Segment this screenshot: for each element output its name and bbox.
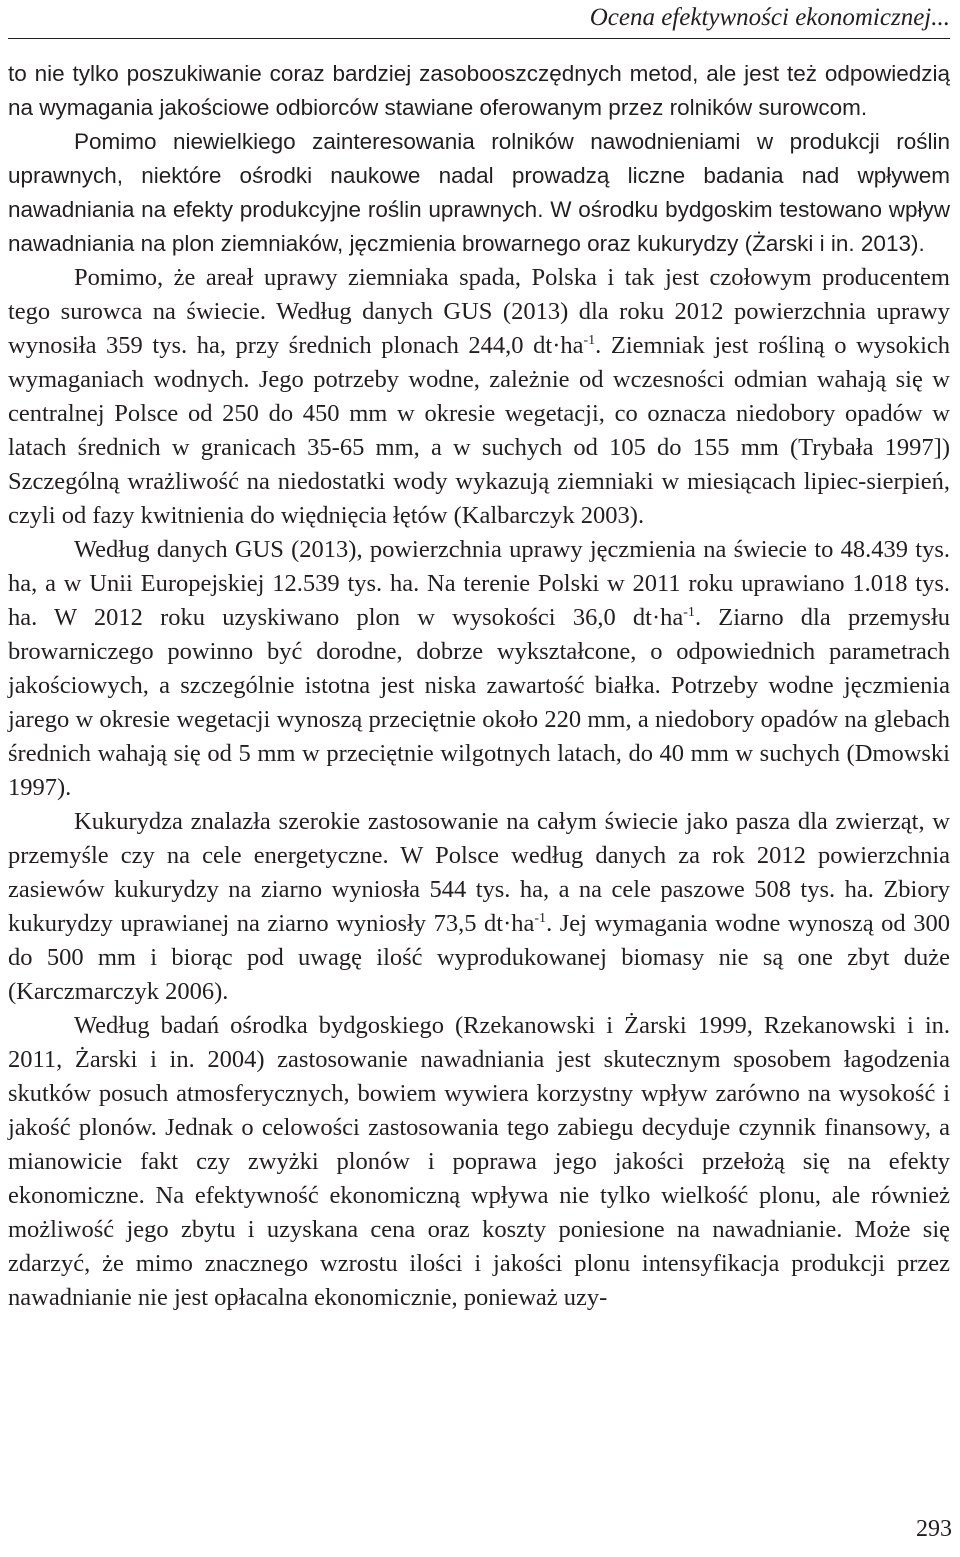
paragraph [8,261,950,533]
superscript-exponent: -1 [534,910,547,926]
header-rule [8,38,950,39]
text-run: . Jej wymagania wodne wynoszą od 300 do 500 mm i biorąc pod uwagę ilość wyprodukowanej biomasy nie są one zbyt duże (Karczmarczyk 2006). [8,910,950,1005]
text-run: Według badań ośrodka bydgoskiego (Rzekanowski i Żarski 1999, Rzekanowski i in. 2011, Żarski i in. 2004) zastosowanie nawadniania jest skutecznym sposobem łagodzenia skutków posuch atmosferycznych, bowiem wywiera korzystny wpływ zarówno na wysokość i jakość plonów. Jednak o celowości zastosowania tego zabiegu decyduje czynnik finansowy, a mianowicie fakt czy zwyżki plonów i poprawa jego jakości przełożą się na efekty ekonomiczne. Na efektywność ekonomiczną wpływa nie tylko wielkość plonu, ale również możliwość jego zbytu i uzyskana cena oraz koszty poniesione na nawadnianie. Może się zdarzyć, że mimo znacznego wzrostu ilości i jakości plonu intensyfikacja produkcji przez nawadnianie nie jest opłacalna ekonomicznie, ponieważ uzy- [8,1012,950,1311]
text-run: Pomimo niewielkiego zainteresowania rolników nawodnieniami w produkcji roślin uprawnych, niektóre ośrodki naukowe nadal prowadzą liczne badania nad wpływem nawadniania na efekty produkcyjne roślin uprawnych. W ośrodku bydgoskim testowano wpływ nawadniania na plon ziemniaków, jęczmienia browarnego oraz kukurydzy (Żarski i in. 2013). [8,129,950,256]
running-head: Ocena efektywności ekonomicznej... [589,4,950,31]
text-run: Kukurydza znalazła szerokie zastosowanie na całym świecie jako pasza dla zwierząt, w przemyśle czy na cele energetyczne. W Polsce według danych za rok 2012 powierzchnia zasiewów kukurydzy na ziarno wyniosła 544 tys. ha, a na cele paszowe 508 tys. ha. Zbiory kukurydzy uprawianej na ziarno wyniosły 73,5 dt·ha [8,808,950,937]
paragraph [8,1009,950,1315]
paragraph [8,533,950,805]
text-run: to nie tylko poszukiwanie coraz bardziej zasobooszczędnych metod, ale jest też odpowiedzią na wymagania jakościowe odbiorców stawiane oferowanym przez rolników surowcom. [8,61,950,120]
text-run: Według danych GUS (2013), powierzchnia uprawy jęczmienia na świecie to 48.439 tys. ha, a w Unii Europejskiej 12.539 tys. ha. Na terenie Polski w 2011 roku uprawiano 1.018 tys. ha. W 2012 roku uzyskiwano plon w wysokości 36,0 dt·ha [8,536,950,631]
page-number: 293 [916,1516,952,1542]
paragraph [8,57,950,125]
body-text [8,57,950,1315]
paragraph [8,805,950,1009]
superscript-exponent: -1 [683,604,695,620]
paragraph [8,125,950,261]
superscript-exponent: -1 [583,332,596,348]
text-run: . Ziemniak jest rośliną o wysokich wymaganiach wodnych. Jego potrzeby wodne, zależnie od wczesności odmian wahają się w centralnej Polsce od 250 do 450 mm w okresie wegetacji, co oznacza niedobory opadów w latach średnich w granicach 35-65 mm, a w suchych od 105 do 155 mm (Trybała 1997]) Szczególną wrażliwość na niedostatki wody wykazują ziemniaki w miesiącach lipiec-sierpień, czyli od fazy kwitnienia do więdnięcia łętów (Kalbarczyk 2003). [8,332,950,529]
text-run: Pomimo, że areał uprawy ziemniaka spada, Polska i tak jest czołowym producentem tego surowca na świecie. Według danych GUS (2013) dla roku 2012 powierzchnia uprawy wynosiła 359 tys. ha, przy średnich plonach 244,0 dt·ha [8,264,950,359]
text-run: . Ziarno dla przemysłu browarniczego powinno być dorodne, dobrze wykształcone, o odpowiednich parametrach jakościowych, a szczególnie istotna jest niska zawartość białka. Potrzeby wodne jęczmienia jarego w okresie wegetacji wynoszą przeciętnie około 220 mm, a niedobory opadów na glebach średnich wahają się od 5 mm w przeciętnie wilgotnych latach, do 40 mm w suchych (Dmowski 1997). [8,604,950,801]
